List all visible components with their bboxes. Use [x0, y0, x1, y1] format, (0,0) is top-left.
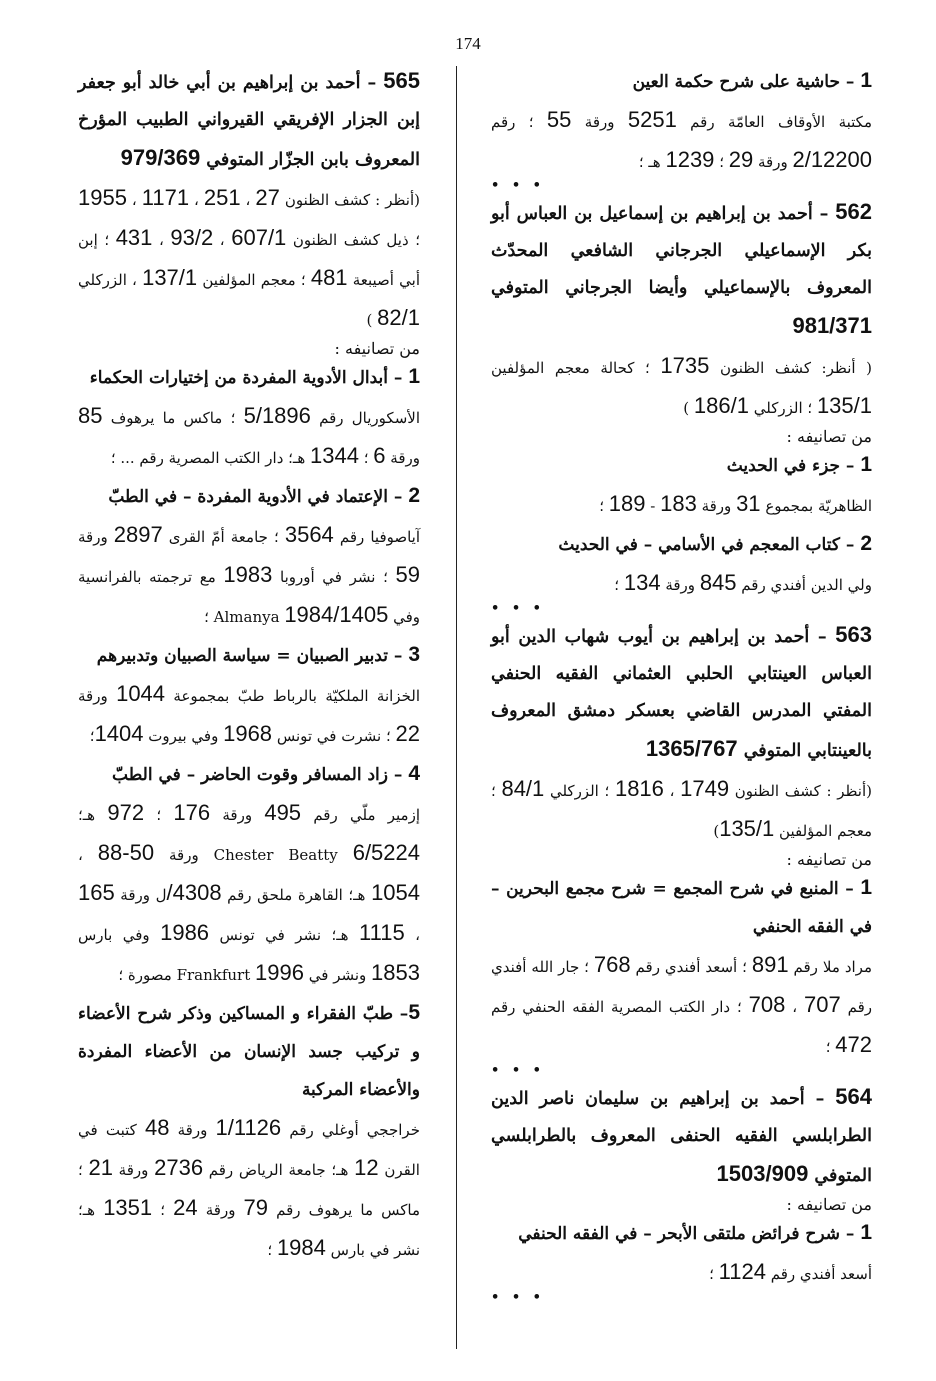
separator-dots: • • •	[491, 1063, 545, 1078]
entry-heading: 1 – حاشية على شرح حكمة العين	[632, 69, 872, 92]
entry-heading: 4 – زاد المسافر وقوت الحاضر – في الطبّ	[112, 762, 420, 785]
entry-heading: 2 – الإعتماد في الأدوية المفردة – في الطبّ	[108, 484, 420, 507]
reference-text: الخزانة الملكيّة بالرباط طبّ بمجموعة 1044 ورقة 22 ؛ نشرت في تونس 1968 وفي بيروت 1404؛	[78, 681, 421, 746]
entry-heading: 1 – جزء في الحديث	[726, 453, 872, 476]
reference-text: أسعد أفندي رقم 1124 ؛	[709, 1259, 872, 1284]
reference-text: إزمير ملّي رقم 495 ورقة 176 ؛ 972 هـ؛ Chester Beatty 6/5224 ورقة 50-88 ، 1054 هـ؛ القاهرة ملحق رقم 4308/ل ورقة 165 ، 1115 هـ؛ نشر في تونس 1986 وفي بارس 1853 ونشر في Frankfurt 1996 مصورة ؛	[78, 800, 421, 985]
works-label: من تصانيفه :	[786, 1195, 872, 1214]
entry-heading: 5– طبّ الفقراء و المساكين وذكر شرح الأعضاء و تركيب جسد الإنسان من الأعضاء المفردة والأعضاء المركبة	[78, 1001, 420, 1100]
entry-heading: 565 – أحمد بن إبراهيم بن أبي خالد أبو جعفر إبن الجزار الإفريقي القيرواني الطبيب المؤرخ المعروف بابن الجزّار المتوفي 979/369	[78, 68, 420, 170]
reference-text: (أنظر : كشف الظنون 27 ، 251 ، 1171 ، 1955 ؛ ذيل كشف الظنون 607/1 ، 93/2 ، 431 ؛ إبن أبي أصيبعة 481 ؛ معجم المؤلفين 137/1 ، الزركلي 82/1 )	[78, 185, 420, 330]
separator-dots: • • •	[491, 1290, 545, 1305]
entry-heading: 563 – أحمد بن إبراهيم بن أيوب شهاب الدين أبو العباس العينتابي الحلبي العثماني الفقيه الحنفي المفتي المدرس القاضي بعسكر دمشق المعروف بالعينتابي المتوفي 1365/767	[491, 622, 872, 761]
entry-heading: 1 – المنبع في شرح المجمع = شرح مجمع البحرين – في الفقه الحنفي	[491, 876, 872, 937]
entry-heading: 1 – أبدال الأدوية المفردة من إختيارات الحكماء	[89, 365, 420, 388]
entry-heading: 3 – تدبير الصبيان = سياسة الصبيان وتدبيرهم	[96, 643, 420, 666]
entry-heading: 564 – أحمد بن إبراهيم بن سليمان ناصر الدين الطرابلسي الفقيه الحنفى المعروف بالطرابلسي المتوفي 1503/909	[491, 1084, 872, 1186]
works-label: من تصانيفه :	[786, 850, 872, 869]
entry-heading: 2 – كتاب المعجم في الأسامي – في الحديث	[558, 532, 872, 555]
separator-dots: • • •	[491, 178, 545, 193]
entry-heading: 562 – أحمد بن إبراهيم بن إسماعيل بن العباس أبو بكر الإسماعيلي الجرجاني الشافعي المحدّث المعروف بالإسماعيلي وأيضا الجرجاني المتوفي 981/371	[491, 199, 872, 338]
reference-text: مراد ملا رقم 891 ؛ أسعد أفندي رقم 768 ؛ جار الله أفندي رقم 707 ، 708 ؛ دار الكتب المصرية الفقه الحنفي رقم 472 ؛	[491, 952, 873, 1057]
page-number: 174	[455, 34, 481, 53]
reference-text: آياصوفيا رقم 3564 ؛ جامعة أمّ القرى 2897 ورقة 59 ؛ نشر في أوروبا 1983 مع ترجمته بالفرانسية وفي Almanya 1984/1405 ؛	[78, 522, 421, 627]
right-column	[491, 62, 872, 1305]
reference-text: الأسكوريال رقم 5/1896 ؛ ماكس ما يرهوف 85 ورقة 6 ؛ 1344 هـ؛ دار الكتب المصرية رقم ... ؛	[78, 403, 420, 468]
reference-text: ولي الدين أفندي رقم 845 ورقة 134 ؛	[614, 570, 872, 595]
reference-text: (أنظر : كشف الظنون 1749 ، 1816 ؛ الزركلي 84/1 ؛ معجم المؤلفين 135/1)	[491, 776, 872, 841]
separator-dots: • • •	[491, 601, 545, 616]
reference-text: الظاهريّة بمجموع 31 ورقة 183 - 189 ؛	[599, 491, 872, 516]
works-label: من تصانيفه :	[786, 427, 872, 446]
reference-text: خراججي أوغلي رقم 1/1126 ورقة 48 كتبت في القرن 12 هـ؛ جامعة الرياض رقم 2736 ورقة 21 ؛ ماكس ما يرهوف رقم 79 ورقة 24 ؛ 1351 هـ؛ نشر في بارس 1984 ؛	[78, 1115, 420, 1260]
entry-heading: 1 – شرح فرائض ملتقى الأبحر – في الفقه الحنفي	[518, 1221, 872, 1244]
left-column	[78, 62, 420, 1269]
works-label: من تصانيفه :	[334, 339, 420, 358]
column-divider	[456, 66, 457, 1349]
reference-text: ( أنظر: كشف الظنون 1735 ؛ كحالة معجم المؤلفين 135/1 ؛ الزركلي 186/1 )	[491, 353, 872, 418]
reference-text: مكتبة الأوقاف العامّة رقم 5251 ورقة 55 ؛ رقم 2/12200 ورقة 29 ؛ 1239 هـ ؛	[491, 107, 872, 172]
